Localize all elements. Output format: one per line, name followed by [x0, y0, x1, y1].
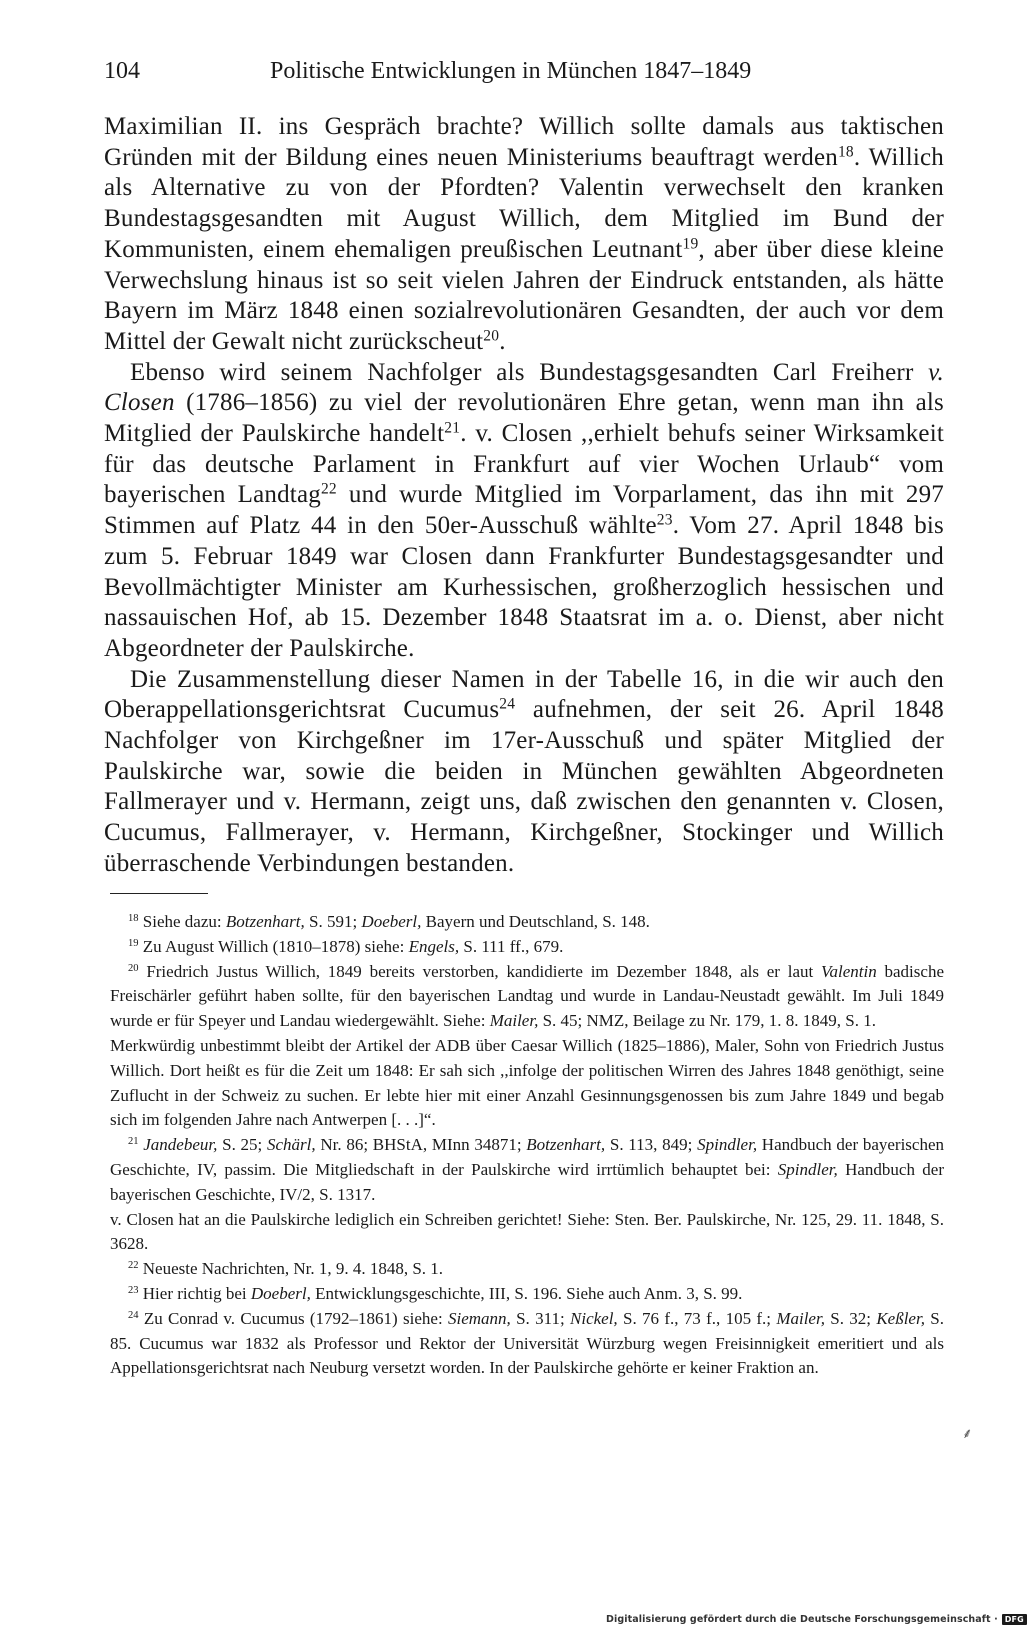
footnote-separator	[110, 893, 208, 894]
digitization-footer	[606, 1614, 1027, 1625]
footnote-21: $^{21}$ Jandebeur, S. 25; Schärl, Nr. 86; BHStA, MInn 34871; Botzenhart, S. 113, 849; Spindler, Handbuch der bayerischen Geschichte, IV, passim. Die Mitgliedschaft in der Paulskirche wird irrtümlich behauptet bei: Spindler, Handbuch der bayerischen Geschichte, IV/2, S. 1317.	[110, 1135, 945, 1204]
paragraph-3: Die Zusammenstellung dieser Namen in der Tabelle 16, in die wir auch den Oberappellationsgerichtsrat Cucumus$^{24}$ aufnehmen, der seit 26. April 1848 Nachfolger von Kirchgeßner im 17er-Ausschuß und später Mitglied der Paulskirche war, sowie die beiden in München gewählten Abgeordneten Fallmerayer und v. Hermann, zeigt uns, daß zwischen den genannten v. Closen, Cucumus, Fallmerayer, v. Hermann, Kirchgeßner, Stockinger und Willich überraschende Verbindungen bestanden.	[104, 665, 944, 877]
footnote-23: $^{23}$ Hier richtig bei Doeberl, Entwicklungsgeschichte, III, S. 196. Siehe auch Anm. 3, S. 99.	[128, 1283, 743, 1303]
footnote-ref-24[interactable]: 24	[499, 695, 516, 713]
paragraph-1: Maximilian II. ins Gespräch brachte? Willich sollte damals aus taktischen Gründen mit der Bildung eines neuen Ministeriums beauftragt werden$^{18}$. Willich als Alternative zu von der Pfordten? Valentin verwechselt den kranken Bundestagsgesandten mit August Willich, dem Mitglied im Bund der Kommunisten, einem ehemaligen preußischen Leutnant$^{19}$, aber über diese kleine Verwechslung hinaus ist so seit vielen Jahren der Eindruck entstanden, als hätte Bayern im März 1848 einen sozialrevolutionären Gesandten, der auch vor dem Mittel der Gewalt nicht zurückscheut$^{20}$.	[104, 113, 944, 355]
italic-name: v. Closen	[104, 358, 944, 417]
footnote-ref-18[interactable]: 18	[837, 143, 854, 161]
footnotes	[110, 910, 944, 1381]
footnote-22: $^{22}$ Neueste Nachrichten, Nr. 1, 9. 4. 1848, S. 1.	[128, 1259, 444, 1279]
footnote-ref-23[interactable]: 23	[656, 511, 673, 529]
running-header	[104, 56, 944, 86]
footnote-21-continued: v. Closen hat an die Paulskirche lediglich ein Schreiben gerichtet! Siehe: Sten. Ber. Paulskirche, Nr. 125, 29. 11. 1848, S. 3628.	[110, 1209, 944, 1254]
footer-text: Digitalisierung gefördert durch die Deutsche Forschungsgemeinschaft ·	[606, 1614, 998, 1625]
footnote-ref-19[interactable]: 19	[682, 235, 699, 253]
page-number: 104	[104, 58, 140, 84]
footnote-19: $^{19}$ Zu August Willich (1810–1878) siehe: Engels, S. 111 ff., 679.	[128, 936, 564, 956]
footnote-ref-21[interactable]: 21	[444, 419, 461, 437]
footnote-18: $^{18}$ Siehe dazu: Botzenhart, S. 591; Doeberl, Bayern und Deutschland, S. 148.	[128, 912, 650, 931]
footnote-24: $^{24}$ Zu Conrad v. Cucumus (1792–1861) siehe: Siemann, S. 311; Nickel, S. 76 f., 73 f., 105 f.; Mailer, S. 32; Keßler, S. 85. Cucumus war 1832 als Professor und Rektor der Universität Würzburg wegen Freisinnigkeit emeritiert und als Appellationsgerichtsrat nach Neuburg versetzt worden. In der Paulskirche gehörte er keiner Fraktion an.	[110, 1308, 944, 1378]
footnote-ref-22[interactable]: 22	[320, 480, 337, 498]
running-title: Politische Entwicklungen in München 1847–1849	[270, 58, 752, 84]
main-text	[104, 112, 944, 880]
margin-mark-icon: ⸙	[962, 1426, 973, 1442]
dfg-logo-icon: DFG	[1002, 1614, 1027, 1625]
footnote-20-continued: Merkwürdig unbestimmt bleibt der Artikel der ADB über Caesar Willich (1825–1886), Maler, Sohn von Friedrich Justus Willich. Dort heißt es für die Zeit um 1848: Er sah sich ,,infolge der politischen Wirren des Jahres 1848 genöthigt, seine Zuflucht in der Schweiz zu suchen. Er lebte hier mit einer Anzahl Gesinnungsgenossen bis zum Jahre 1849 und begab sich im folgenden Jahre nach Antwerpen [. . .]“.	[110, 1035, 944, 1130]
footnote-ref-20[interactable]: 20	[483, 327, 500, 345]
footnote-20: $^{20}$ Friedrich Justus Willich, 1849 bereits verstorben, kandidierte im Dezember 1848, als er laut Valentin badische Freischärler geführt haben sollte, für den bayerischen Landtag und wurde in Landau-Neustadt gewählt. Im Juli 1849 wurde er für Speyer und Landau wiedergewählt. Siehe: Mailer, S. 45; NMZ, Beilage zu Nr. 179, 1. 8. 1849, S. 1.	[110, 961, 944, 1031]
paragraph-2: Ebenso wird seinem Nachfolger als Bundestagsgesandten Carl Freiherr v. Closen (1786–1856) zu viel der revolutionären Ehre getan, wenn man ihn als Mitglied der Paulskirche handelt$^{21}$. v. Closen ,,erhielt behufs seiner Wirksamkeit für das deutsche Parlament in Frankfurt auf vier Wochen Urlaub“ vom bayerischen Landtag$^{22}$ und wurde Mitglied im Vorparlament, das ihn mit 297 Stimmen auf Platz 44 in den 50er-Ausschuß wählte$^{23}$. Vom 27. April 1848 bis zum 5. Februar 1849 war Closen dann Frankfurter Bundestagsgesandter und Bevollmächtigter Minister am Kurhessischen, großherzoglich hessischen und nassauischen Hof, ab 15. Dezember 1848 Staatsrat im a. o. Dienst, aber nicht Abgeordneter der Paulskirche.	[104, 358, 945, 662]
